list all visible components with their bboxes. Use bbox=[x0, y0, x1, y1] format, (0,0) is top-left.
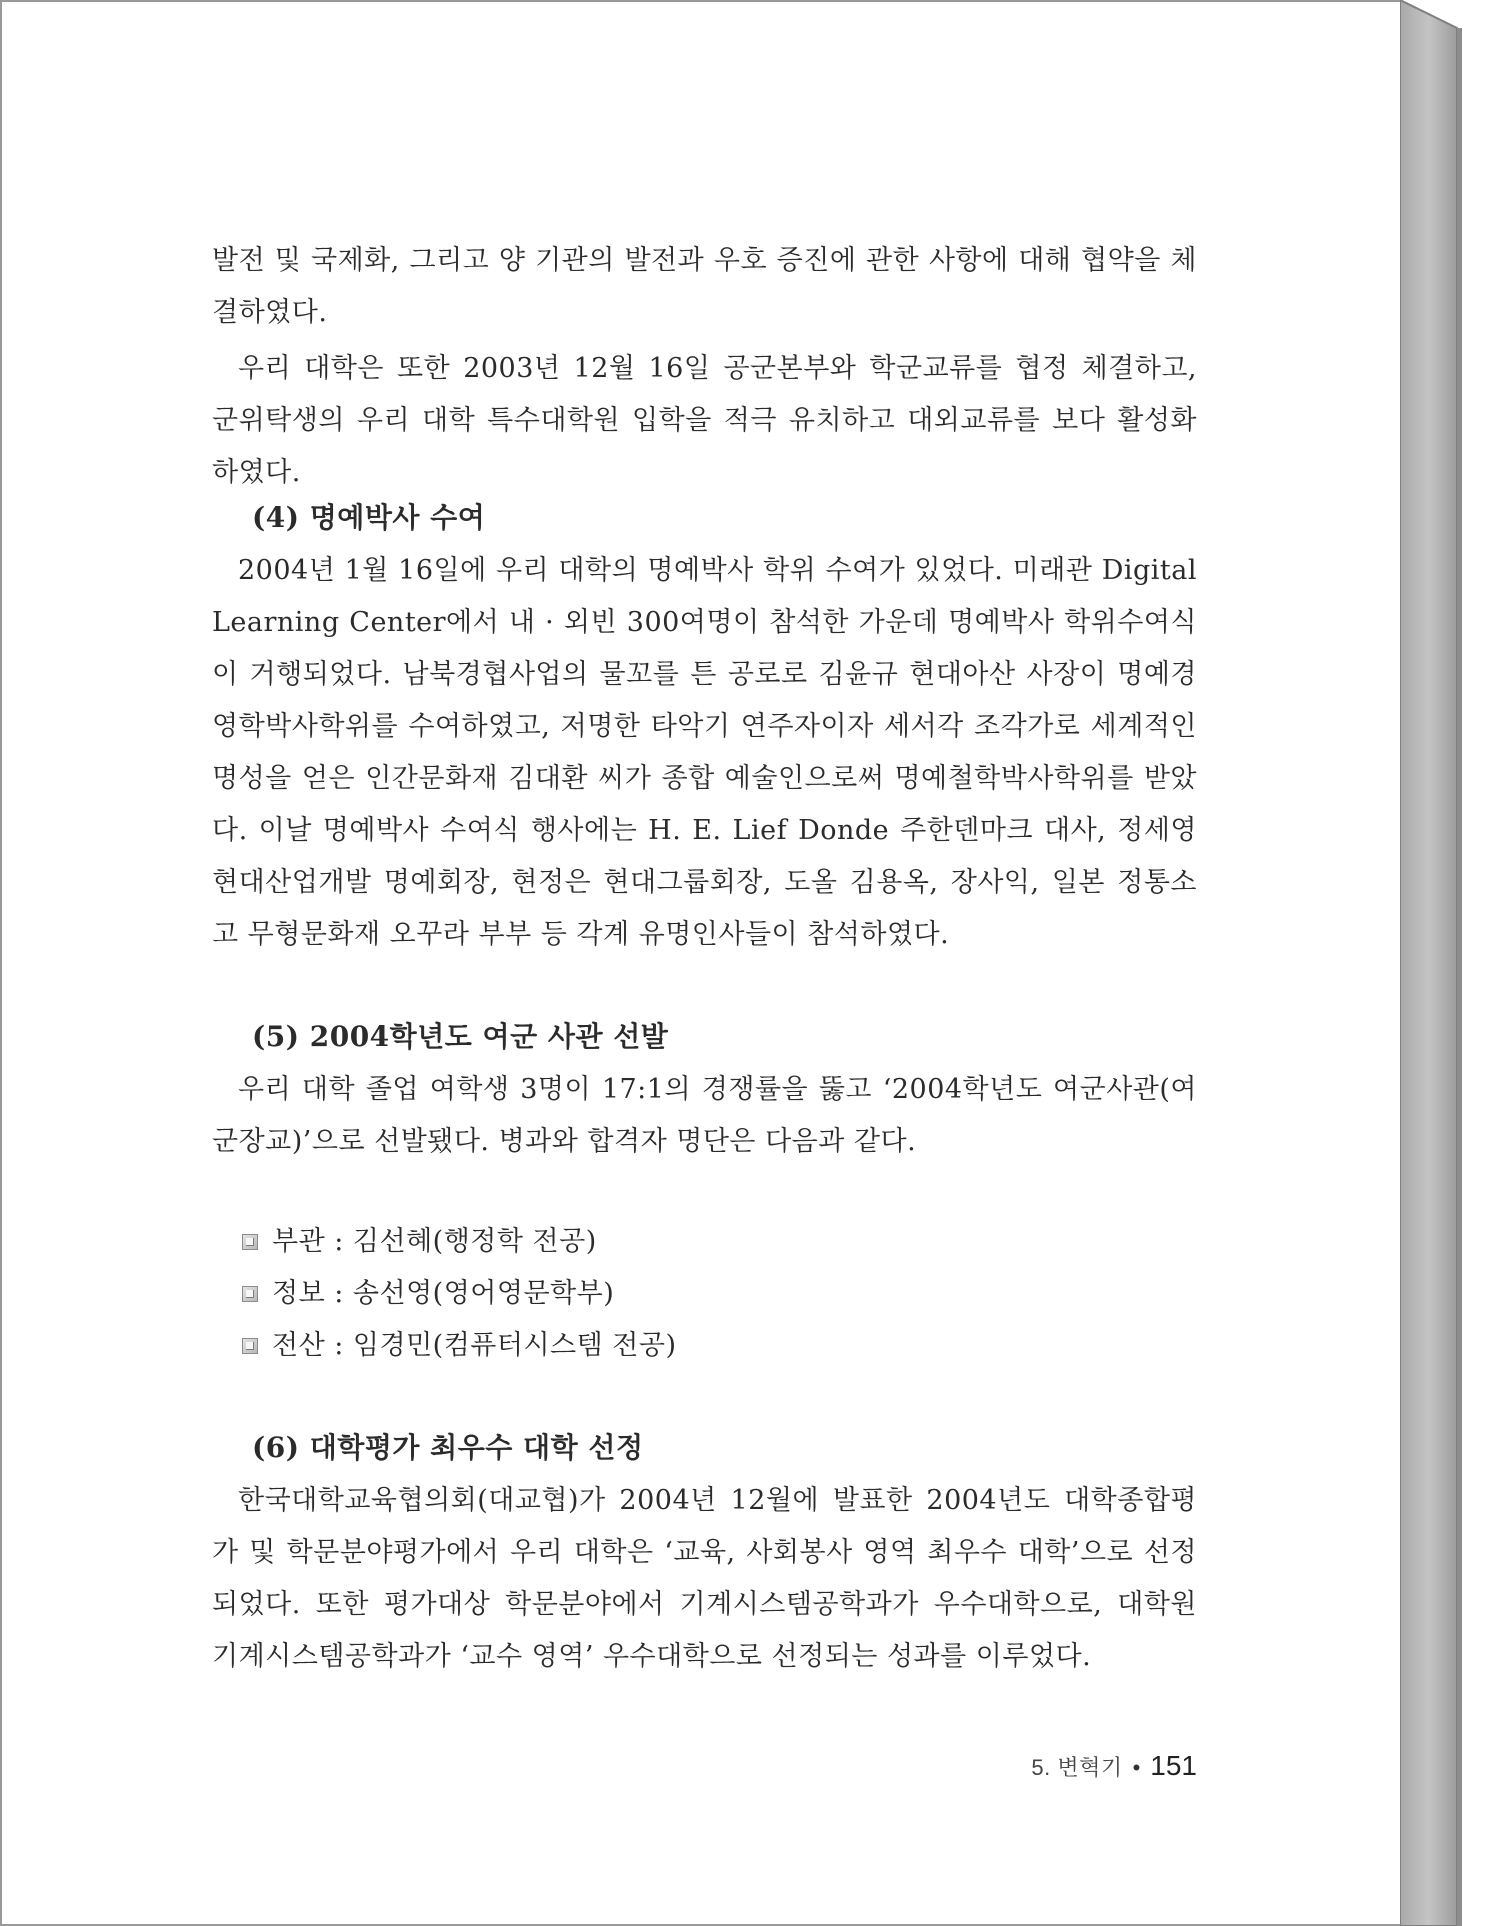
checkbox-bullet-icon bbox=[242, 1338, 258, 1354]
intro-block bbox=[212, 235, 1197, 499]
section-heading-evaluation: (6) 대학평가 최우수 대학 선정 bbox=[252, 1431, 644, 1464]
checkbox-bullet-icon bbox=[242, 1286, 258, 1302]
footer-chapter-title: 5. 변혁기 bbox=[1031, 1755, 1123, 1780]
paragraph-airforce-exchange: 우리 대학은 또한 2003년 12월 16일 공군본부와 학군교류를 협정 체결하고, 군위탁생의 우리 대학 특수대학원 입학을 적극 유치하고 대외교류를 보다 활성화하였다. bbox=[212, 353, 1197, 488]
list-item bbox=[242, 1320, 676, 1372]
footer-bullet: • bbox=[1132, 1755, 1141, 1780]
paragraph-female-officer: 우리 대학 졸업 여학생 3명이 17:1의 경쟁률을 뚫고 ‘2004학년도 여군사관(여군장교)’으로 선발됐다. 병과와 합격자 명단은 다음과 같다. bbox=[212, 1074, 1197, 1157]
section-heading-female-officer: (5) 2004학년도 여군 사관 선발 bbox=[252, 1020, 669, 1053]
section-honorary-doctorate bbox=[212, 545, 1197, 961]
section-female-officer bbox=[212, 1064, 1197, 1168]
checkbox-bullet-icon bbox=[242, 1234, 258, 1250]
paragraph-agreement: 발전 및 국제화, 그리고 양 기관의 발전과 우호 증진에 관한 사항에 대해 협약을 체결하였다. bbox=[212, 245, 1197, 328]
page-number: 151 bbox=[1150, 1750, 1197, 1781]
officer-list bbox=[242, 1216, 676, 1372]
section-heading-honorary-doctorate: (4) 명예박사 수여 bbox=[252, 501, 486, 534]
paragraph-honorary-doctorate: 2004년 1월 16일에 우리 대학의 명예박사 학위 수여가 있었다. 미래관 Digital Learning Center에서 내 · 외빈 300여명이 참석한 가운데 명예박사 학위수여식이 거행되었다. 남북경협사업의 물꼬를 튼 공로로 김윤규 현대아산 사장이 명예경영학박사학위를 수여하였고, 저명한 타악기 연주자이자 세서각 조각가로 세계적인 명성을 얻은 인간문화재 김대환 씨가 종합 예술인으로써 명예철학박사학위를 받았다. 이날 명예박사 수여식 행사에는 H. E. Lief Donde 주한덴마크 대사, 정세영 현대산업개발 명예회장, 현정은 현대그룹회장, 도올 김용옥, 장사익, 일본 정통소고 무형문화재 오꾸라 부부 등 각계 유명인사들이 참석하였다. bbox=[212, 555, 1197, 950]
paragraph-evaluation: 한국대학교육협의회(대교협)가 2004년 12월에 발표한 2004년도 대학종합평가 및 학문분야평가에서 우리 대학은 ‘교육, 사회봉사 영역 최우수 대학’으로 선정되었다. 또한 평가대상 학문분야에서 기계시스템공학과가 우수대학으로, 대학원 기계시스템공학과가 ‘교수 영역’ 우수대학으로 선정되는 성과를 이루었다. bbox=[212, 1485, 1197, 1672]
page-footer bbox=[1031, 1750, 1197, 1782]
book-side-shape bbox=[1400, 0, 1509, 1926]
book-edge-decoration bbox=[1400, 0, 1509, 1926]
section-evaluation bbox=[212, 1475, 1197, 1683]
list-item bbox=[242, 1268, 676, 1320]
list-item-text: 전산 : 임경민(컴퓨터시스템 전공) bbox=[272, 1330, 677, 1361]
list-item-text: 정보 : 송선영(영어영문학부) bbox=[272, 1278, 615, 1309]
list-item-text: 부관 : 김선혜(행정학 전공) bbox=[272, 1226, 597, 1257]
list-item bbox=[242, 1216, 676, 1268]
